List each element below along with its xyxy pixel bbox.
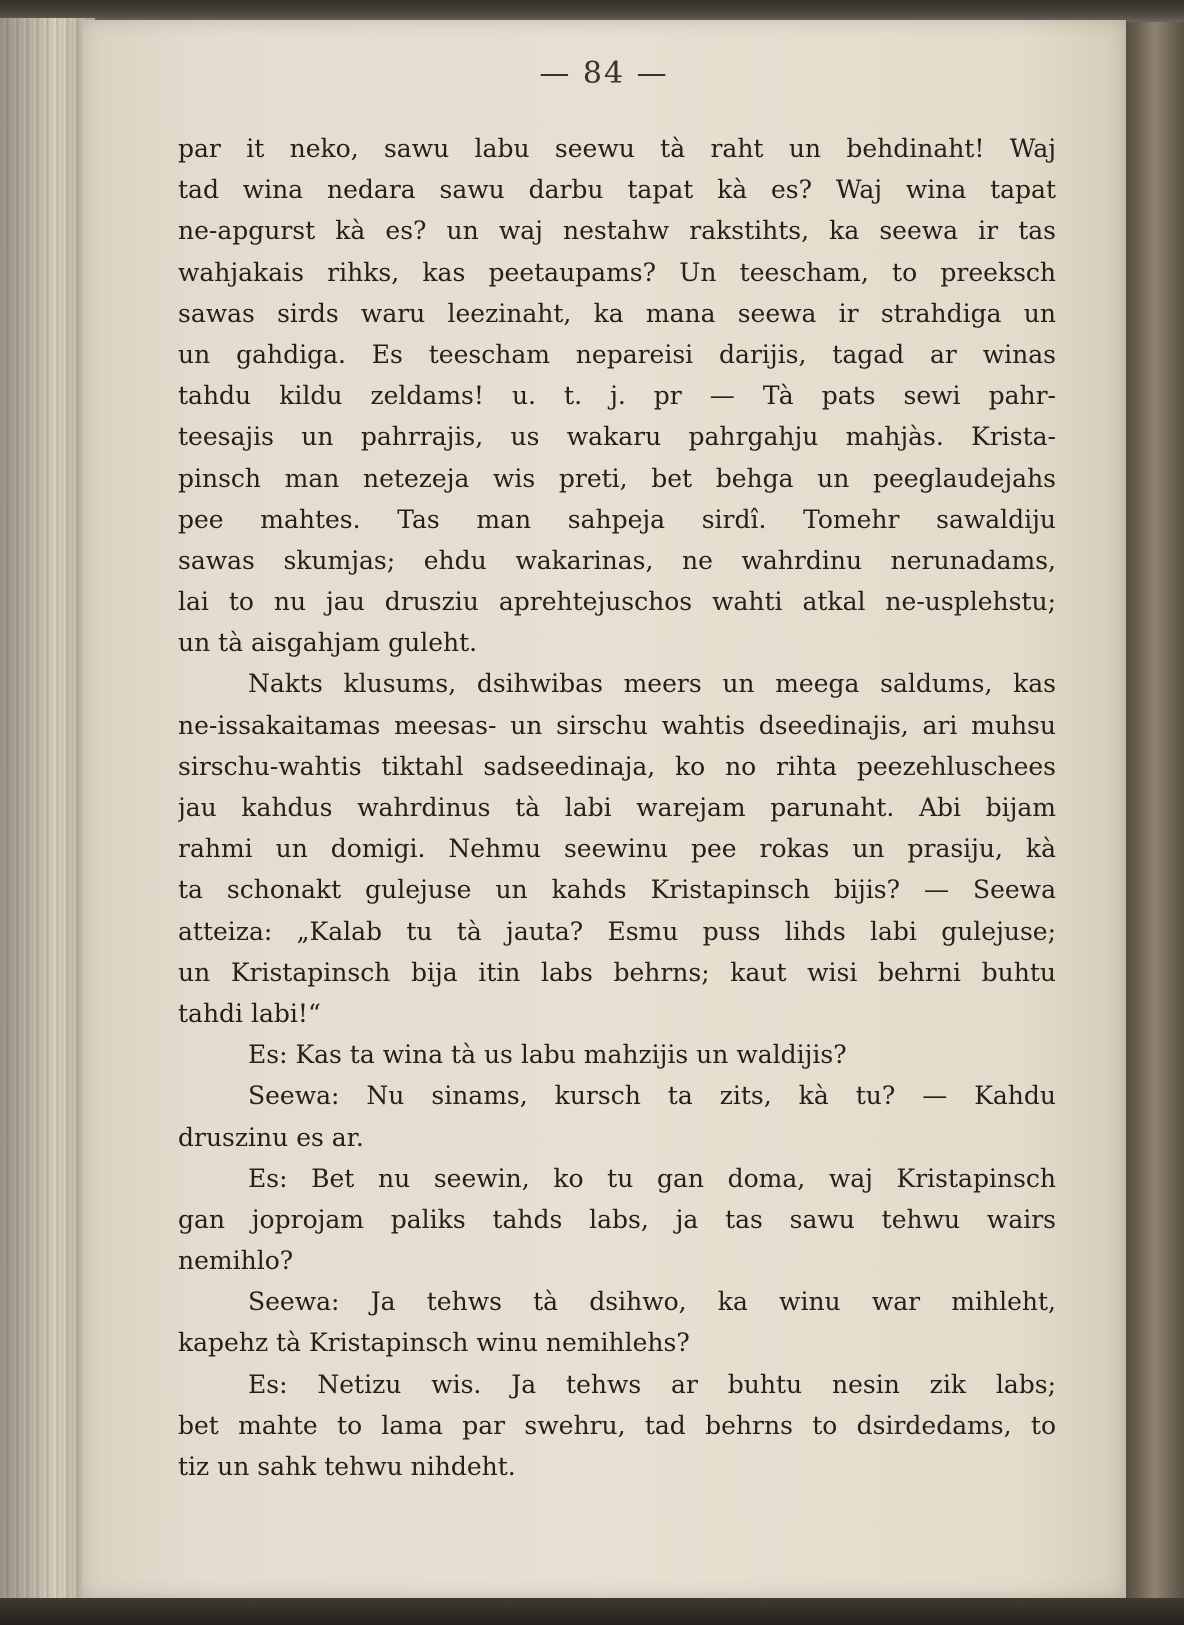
text-line: sawas sirds waru leezinaht, ka mana seewa ir strahdiga un (178, 298, 1056, 328)
text-line: pinsch man netezeja wis preti, bet behga un peeglaudejahs (178, 463, 1056, 493)
text-line: sawas skumjas; ehdu wakarinas, ne wahrdinu nerunadams, (178, 545, 1056, 575)
text-line: gan joprojam paliks tahds labs, ja tas sawu tehwu wairs (178, 1204, 1056, 1234)
text-line: lai to nu jau drusziu aprehtejuschos wahti atkal ne-usplehstu; (178, 587, 1056, 617)
text-line: ne-issakaitamas meesas- un sirschu wahtis dseedinajis, ari muhsu (178, 710, 1056, 740)
page-number: — 84 — (539, 56, 669, 91)
text-line: par it neko, sawu labu seewu tà raht un behdinaht! Waj (178, 134, 1056, 163)
text-line: Es: Bet nu seewin, ko tu gan doma, waj Kristapinsch (248, 1163, 1056, 1193)
text-line: atteiza: „Kalab tu tà jauta? Esmu puss lihds labi gulejuse; (178, 916, 1056, 946)
text-line: tiz un sahk tehwu nihdeht. (178, 1452, 516, 1481)
text-line: nemihlo? (178, 1246, 294, 1276)
text-line: jau kahdus wahrdinus tà labi warejam parunaht. Abi bijam (178, 793, 1056, 822)
text-line: wahjakais rihks, kas peetaupams? Un teescham, to preeksch (178, 257, 1056, 287)
text-line: druszinu es ar. (178, 1122, 364, 1152)
text-line: Es: Kas ta wina tà us labu mahzijis un waldijis? (248, 1040, 847, 1070)
text-line: kapehz tà Kristapinsch winu nemihlehs? (178, 1328, 690, 1358)
text-line: bet mahte to lama par swehru, tad behrns to dsirdedams, to (178, 1410, 1056, 1440)
scan-top-border (0, 0, 1184, 22)
text-line: tahdu kildu zeldams! u. t. j. pr — Tà pats sewi pahr- (178, 381, 1056, 411)
text-line: Seewa: Nu sinams, kursch ta zits, kà tu? — Kahdu (248, 1081, 1056, 1111)
text-line: ne-apgurst kà es? un waj nestahw rakstihts, ka seewa ir tas (178, 216, 1056, 246)
text-line: un gahdiga. Es teescham nepareisi darijis, tagad ar winas (178, 339, 1056, 369)
text-line: ta schonakt gulejuse un kahds Kristapinsch bijis? — Seewa (178, 875, 1056, 905)
book-binding-edge (1118, 22, 1184, 1612)
text-line: un tà aisgahjam guleht. (178, 628, 478, 658)
body-text (178, 128, 1056, 1487)
text-line: teesajis un pahrrajis, us wakaru pahrgahju mahjàs. Krista- (178, 422, 1056, 452)
text-line: Seewa: Ja tehws tà dsihwo, ka winu war mihleht, (248, 1287, 1056, 1317)
book-page (82, 20, 1126, 1598)
text-line: un Kristapinsch bija itin labs behrns; kaut wisi behrni buhtu (178, 957, 1056, 987)
text-line: pee mahtes. Tas man sahpeja sirdî. Tomehr sawaldiju (178, 504, 1056, 534)
text-line: tahdi labi!“ (178, 998, 321, 1028)
scan-bottom-border (0, 1598, 1184, 1625)
text-line: tad wina nedara sawu darbu tapat kà es? Waj wina tapat (178, 175, 1056, 205)
text-line: rahmi un domigi. Nehmu seewinu pee rokas un prasiju, kà (178, 834, 1056, 864)
text-line: Nakts klusums, dsihwibas meers un meega saldums, kas (248, 669, 1056, 699)
book-page-edges-shade (0, 18, 95, 1603)
text-line: sirschu-wahtis tiktahl sadseedinaja, ko no rihta peezehluschees (178, 751, 1056, 781)
text-line: Es: Netizu wis. Ja tehws ar buhtu nesin zik labs; (248, 1369, 1056, 1399)
